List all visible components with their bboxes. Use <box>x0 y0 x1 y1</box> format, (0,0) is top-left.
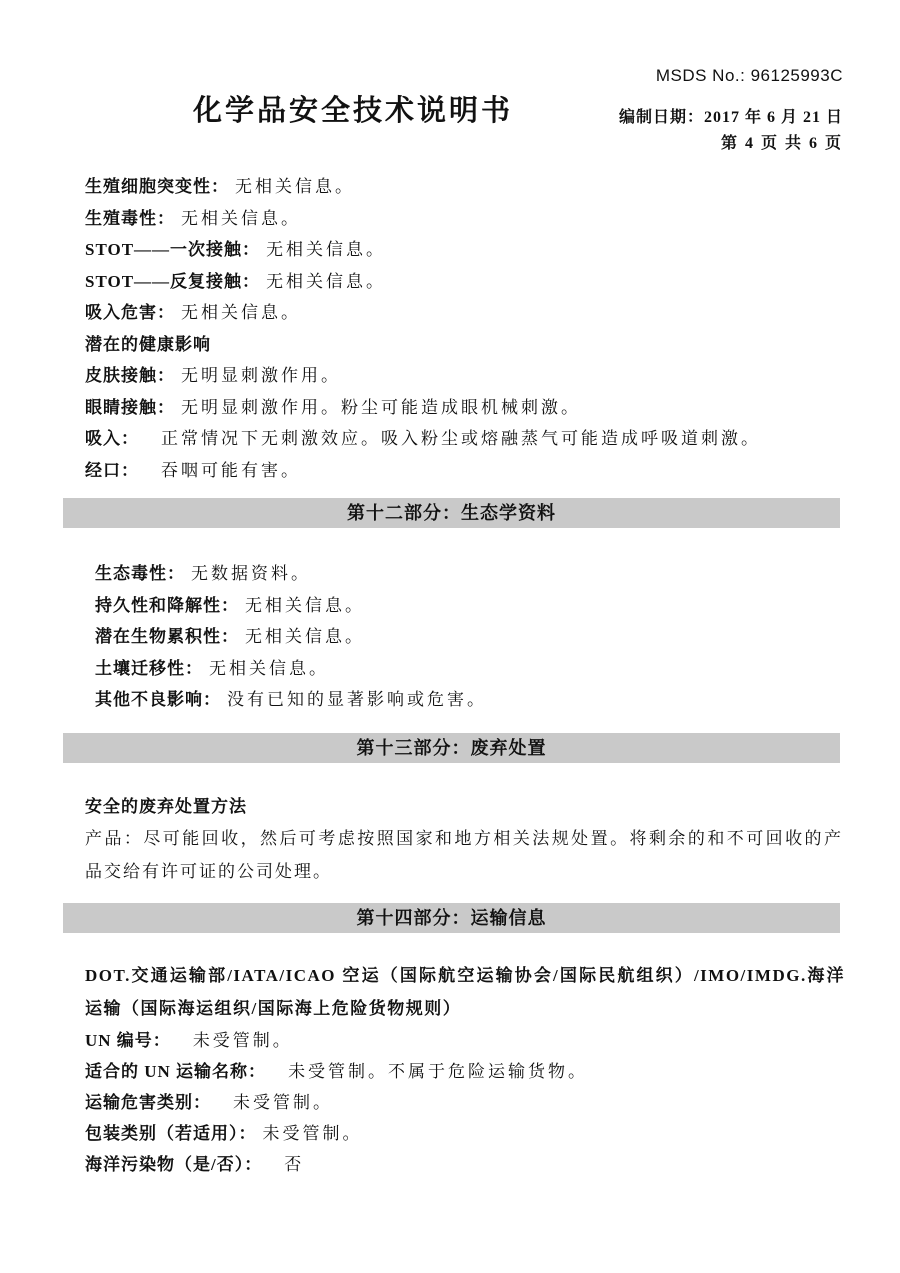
toxicology-section <box>0 171 900 486</box>
field-value: 无相关信息。 <box>245 627 365 646</box>
transport-row-un-number <box>0 1025 900 1056</box>
field-value <box>211 335 217 354</box>
field-label: 海洋污染物（是/否）： <box>85 1155 263 1174</box>
section-12-header: 第十二部分：生态学资料 <box>63 498 840 528</box>
tox-row-ingestion <box>0 455 900 487</box>
field-value: 否 <box>284 1155 305 1174</box>
field-label: 生殖细胞突变性： <box>85 177 229 196</box>
tox-row-stot-repeated <box>0 266 900 298</box>
field-value: 无相关信息。 <box>181 208 301 228</box>
field-label: UN 编号： <box>85 1031 171 1050</box>
disposal-method-subheading: 安全的废弃处置方法 <box>85 796 247 816</box>
transport-row-marine-pollutant <box>0 1149 900 1180</box>
field-label: 土壤迁移性： <box>95 658 203 678</box>
field-value: 没有已知的显著影响或危害。 <box>227 690 487 709</box>
tox-row-aspiration <box>0 297 900 329</box>
field-value: 无明显刺激作用。粉尘可能造成眼机械刺激。 <box>181 397 581 417</box>
field-value: 无相关信息。 <box>266 240 387 259</box>
eco-row-bioaccumulation <box>0 621 900 653</box>
field-label: STOT——反复接触： <box>85 271 261 291</box>
field-label: 吸入： <box>85 429 139 448</box>
section-13-header: 第十三部分：废弃处置 <box>63 733 840 763</box>
field-label: 运输危害类别： <box>85 1093 211 1112</box>
transport-row-hazard-class <box>0 1087 900 1118</box>
field-value: 无明显刺激作用。 <box>181 366 341 385</box>
tox-row-skin <box>0 360 900 392</box>
field-label: 适合的 UN 运输名称： <box>85 1062 267 1081</box>
field-label: 经口： <box>85 460 139 480</box>
tox-row-stot-single <box>0 234 900 266</box>
field-value: 无相关信息。 <box>181 303 301 322</box>
field-label: 持久性和降解性： <box>95 595 239 615</box>
field-label: 潜在生物累积性： <box>95 627 239 646</box>
field-label: 皮肤接触： <box>85 366 175 385</box>
field-label: 其他不良影响： <box>95 690 221 709</box>
disposal-paragraph: 产品：尽可能回收，然后可考虑按照国家和地方相关法规处置。将剩余的和不可回收的产品交给有许可证的公司处理。 <box>85 829 843 881</box>
field-value: 正常情况下无刺激效应。吸入粉尘或熔融蒸气可能造成呼吸道刺激。 <box>161 429 761 448</box>
field-value: 未受管制。 <box>192 1031 293 1050</box>
disposal-section <box>0 791 900 889</box>
eco-row-persistence <box>0 590 900 622</box>
field-value: 无相关信息。 <box>266 271 387 291</box>
compile-date: 编制日期：2017 年 6 月 21 日 <box>618 109 843 126</box>
page-title: 化学品安全技术说明书 <box>193 95 514 127</box>
ecology-section <box>0 558 900 716</box>
page-indicator: 第 4 页 共 6 页 <box>720 135 843 152</box>
field-label: 包装类别（若适用）： <box>85 1124 257 1143</box>
field-label: 潜在的健康影响 <box>85 334 211 354</box>
tox-row-inhalation <box>0 423 900 455</box>
eco-row-ecotoxicity <box>0 558 900 590</box>
eco-row-other-effects <box>0 684 900 716</box>
field-label: 眼睛接触： <box>85 397 175 417</box>
transport-section <box>0 959 900 1180</box>
section-14-header: 第十四部分：运输信息 <box>63 903 840 933</box>
field-value: 未受管制。 <box>262 1124 363 1143</box>
field-value: 无数据资料。 <box>191 564 311 583</box>
tox-row-mutagenicity <box>0 171 900 203</box>
msds-number: MSDS No.: 96125993C <box>655 66 843 85</box>
tox-row-potential-health <box>0 329 900 361</box>
tox-row-eye <box>0 392 900 424</box>
field-value: 未受管制。不属于危险运输货物。 <box>288 1062 589 1081</box>
transport-row-packing-group <box>0 1118 900 1149</box>
eco-row-soil-mobility <box>0 653 900 685</box>
field-value: 无相关信息。 <box>209 658 329 678</box>
field-value: 未受管制。 <box>233 1093 333 1112</box>
field-value: 无相关信息。 <box>245 595 365 615</box>
transport-regulations-heading: DOT.交通运输部/IATA/ICAO 空运（国际航空运输协会/国际民航组织）/IMO/IMDG.海洋运输（国际海运组织/国际海上危险货物规则） <box>85 966 845 1018</box>
transport-row-shipping-name <box>0 1056 900 1087</box>
field-label: 生殖毒性： <box>85 208 175 228</box>
field-label: 生态毒性： <box>95 564 185 583</box>
field-value: 吞咽可能有害。 <box>161 460 301 480</box>
document-body <box>0 171 900 1180</box>
field-label: STOT——一次接触： <box>85 240 261 259</box>
field-value: 无相关信息。 <box>235 177 355 196</box>
tox-row-reproductive <box>0 203 900 235</box>
field-label: 吸入危害： <box>85 303 175 322</box>
